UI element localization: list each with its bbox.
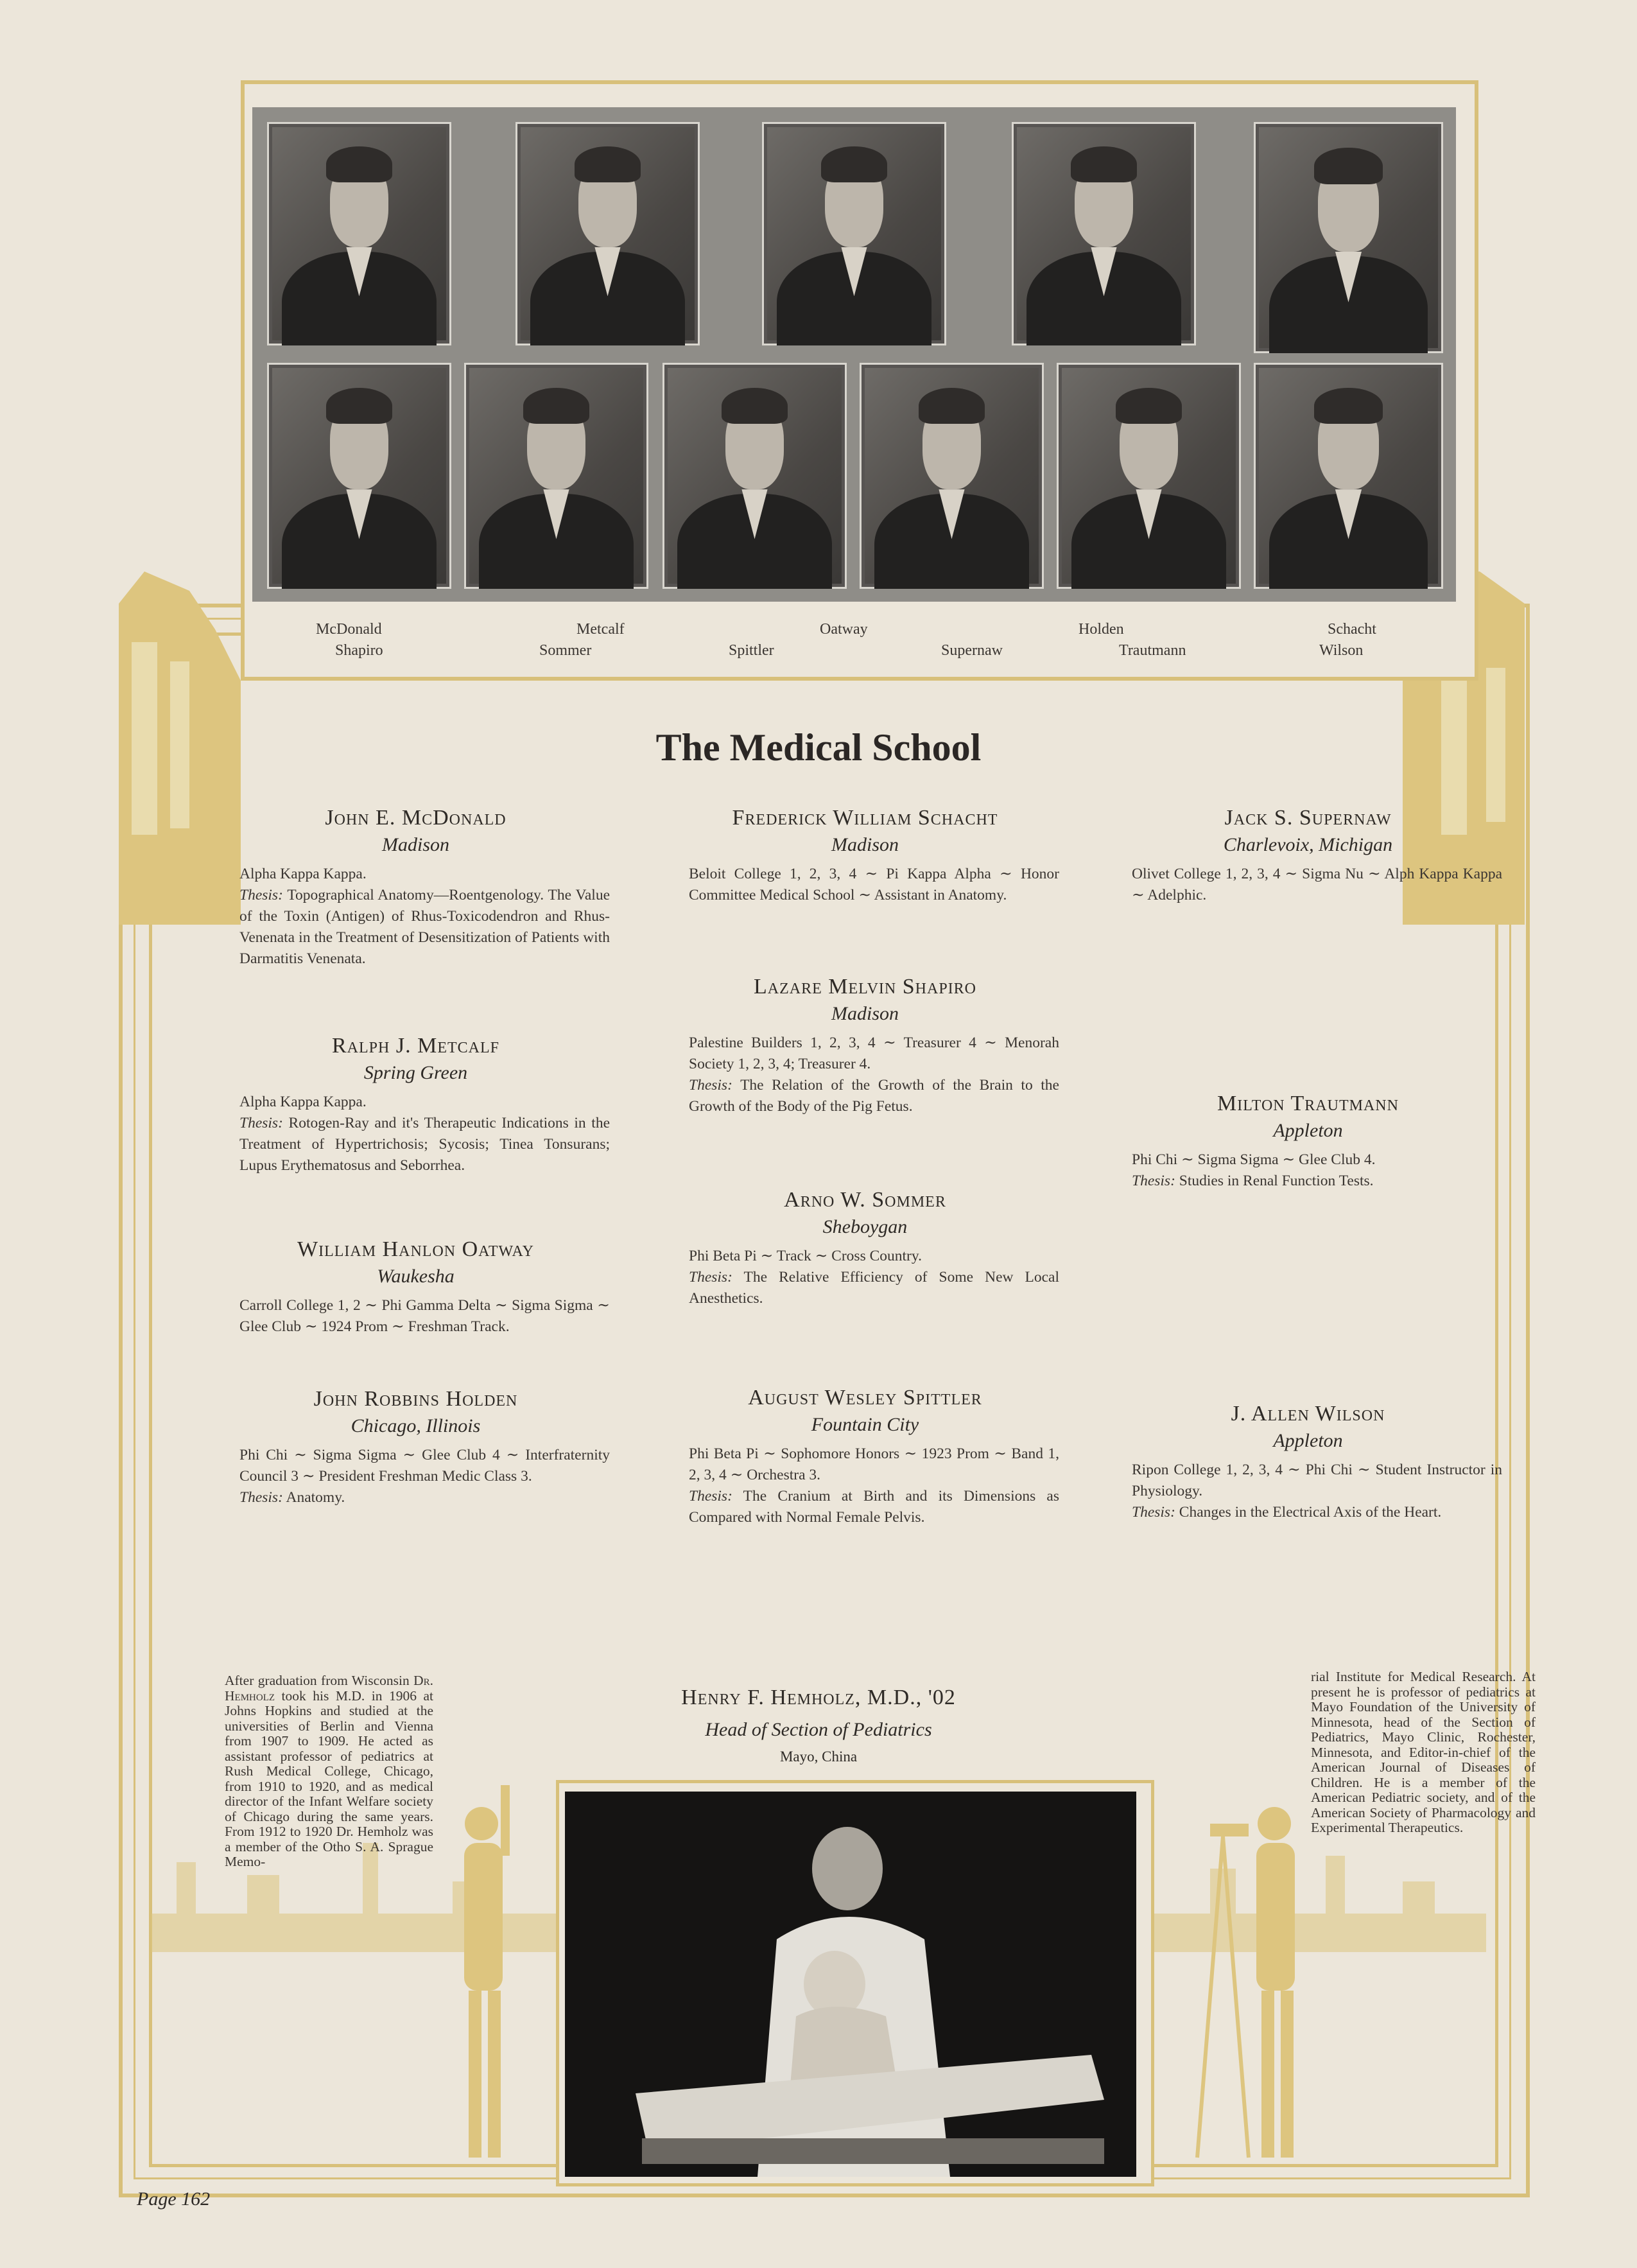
entry-trautmann <box>1114 1092 1502 1192</box>
entry-hometown: Appleton <box>1273 1120 1343 1141</box>
page-number: Page 162 <box>137 2188 211 2210</box>
entry-name: Milton Trautmann <box>1217 1092 1399 1115</box>
portrait-caption: Spittler <box>729 642 774 659</box>
entry-name: August Wesley Spittler <box>748 1386 982 1409</box>
entry-affiliation: Alpha Kappa Kappa. <box>239 1094 367 1110</box>
portrait-caption: Shapiro <box>335 642 383 659</box>
entry-activities: Olivet College 1, 2, 3, 4 ∼ Sigma Nu ∼ Alph Kappa Kappa ∼ Adelphic. <box>1132 866 1502 903</box>
portrait-caption: Oatway <box>820 621 868 638</box>
entry-details <box>671 864 1059 906</box>
entry-name: Frederick William Schacht <box>732 806 998 830</box>
entry-hometown: Spring Green <box>363 1062 468 1083</box>
entry-holden <box>221 1387 610 1508</box>
entry-hometown: Waukesha <box>377 1266 455 1287</box>
entry-name: John E. McDonald <box>325 806 507 830</box>
entry-schacht <box>671 806 1059 906</box>
entry-name: Ralph J. Metcalf <box>332 1034 499 1058</box>
entry-spittler <box>671 1386 1059 1528</box>
portrait-photo <box>663 363 847 589</box>
hemholz-name: Henry F. Hemholz, M.D., '02 <box>681 1686 956 1709</box>
hemholz-bio-right: rial Institute for Medical Research. At present he is professor of pediatrics at Mayo Foundation of the University of Minnesota, head of the Section of Pediatrics, Mayo Clinic, Rochester, Minnesota, and Editor-in-chief of the American Journal of Diseases of Children. He is a member of the American Pediatric society, and of the American Society of Pharmacology and Experimental Therapeutics. <box>1311 1669 1536 1835</box>
entry-activities: Ripon College 1, 2, 3, 4 ∼ Phi Chi ∼ Student Instructor in Physiology. <box>1132 1461 1502 1499</box>
thesis-label: Thesis: <box>239 1115 283 1131</box>
portrait-caption: Sommer <box>539 642 592 659</box>
entry-metcalf <box>221 1034 610 1176</box>
thesis-label: Thesis: <box>239 1489 283 1506</box>
entry-details <box>1114 1460 1502 1523</box>
thesis-label: Thesis: <box>1132 1173 1175 1189</box>
portrait-photo <box>267 363 451 589</box>
entry-activities: Palestine Builders 1, 2, 3, 4 ∼ Treasurer 4 ∼ Menorah Society 1, 2, 3, 4; Treasurer 4. <box>689 1034 1059 1072</box>
right-skyline-illustration <box>1152 1856 1486 1952</box>
entry-activities: Phi Chi ∼ Sigma Sigma ∼ Glee Club 4 ∼ Interfraternity Council 3 ∼ President Freshman Medic Class 3. <box>239 1447 610 1485</box>
entry-supernaw <box>1114 806 1502 906</box>
page-title: The Medical School <box>655 726 982 769</box>
portrait-photo <box>1057 363 1241 589</box>
hemholz-photo <box>565 1792 1136 2177</box>
entry-hometown: Madison <box>831 834 899 855</box>
entry-mcdonald <box>221 806 610 970</box>
entry-activities: Beloit College 1, 2, 3, 4 ∼ Pi Kappa Alpha ∼ Honor Committee Medical School ∼ Assistant in Anatomy. <box>689 866 1059 903</box>
entry-activities: Phi Chi ∼ Sigma Sigma ∼ Glee Club 4. <box>1132 1151 1376 1168</box>
entry-details <box>671 1444 1059 1528</box>
thesis-label: Thesis: <box>689 1269 732 1286</box>
entry-hometown: Chicago, Illinois <box>351 1415 481 1436</box>
portrait-photo <box>1254 363 1443 589</box>
portrait-photo <box>515 122 700 345</box>
left-standing-figure <box>464 1785 510 2158</box>
portrait-photo <box>267 122 451 345</box>
thesis-text: Changes in the Electrical Axis of the Heart. <box>1179 1504 1442 1521</box>
thesis-text: Topographical Anatomy—Roentgenology. The Value of the Toxin (Antigen) of Rhus-Toxicodendron and Rhus-Venenata in the Treatment of Desensitization of Patients with Darmatitis Venenata. <box>239 887 611 967</box>
hemholz-bio-left <box>225 1673 433 1870</box>
entry-hometown: Sheboygan <box>822 1216 908 1237</box>
thesis-label: Thesis: <box>239 887 283 903</box>
portrait-photo <box>762 122 946 345</box>
thesis-text: The Cranium at Birth and its Dimensions as Compared with Normal Female Pelvis. <box>689 1488 1060 1526</box>
entry-shapiro <box>671 975 1059 1117</box>
entry-affiliation: Alpha Kappa Kappa. <box>239 866 367 882</box>
entry-name: Jack S. Supernaw <box>1224 806 1392 830</box>
entry-details <box>671 1246 1059 1309</box>
thesis-text: The Relative Efficiency of Some New Local Anesthetics. <box>689 1269 1059 1307</box>
entry-activities: Phi Beta Pi ∼ Track ∼ Cross Country. <box>689 1248 922 1264</box>
thesis-label: Thesis: <box>689 1488 732 1505</box>
entry-details <box>221 1445 610 1508</box>
entry-name: Lazare Melvin Shapiro <box>753 975 977 999</box>
entry-details <box>1114 1149 1502 1192</box>
entry-hometown: Appleton <box>1273 1430 1343 1451</box>
portrait-caption: Holden <box>1078 621 1124 638</box>
entry-name: William Hanlon Oatway <box>297 1237 534 1261</box>
portrait-caption: Metcalf <box>576 621 625 638</box>
hemholz-location: Mayo, China <box>779 1749 858 1765</box>
entry-hometown: Madison <box>831 1003 899 1024</box>
thesis-label: Thesis: <box>689 1077 732 1094</box>
portrait-caption: Trautmann <box>1119 642 1186 659</box>
thesis-text: Anatomy. <box>286 1489 345 1506</box>
entry-oatway <box>221 1237 610 1338</box>
portrait-caption: Schacht <box>1328 621 1376 638</box>
entry-activities: Carroll College 1, 2 ∼ Phi Gamma Delta ∼ Sigma Sigma ∼ Glee Club ∼ 1924 Prom ∼ Freshman Track. <box>239 1297 610 1335</box>
thesis-label: Thesis: <box>1132 1504 1175 1521</box>
entry-name: John Robbins Holden <box>313 1387 518 1411</box>
doctor-with-child-illustration <box>565 1792 1136 2177</box>
bio-text: took his M.D. in 1906 at Johns Hopkins and studied at the universities of Berlin and Vienna from 1907 to 1909. He acted as assistant professor of pediatrics at Rush Medical College, Chicago, from 1910 to 1920, and as medical director of the Infant Welfare society of Chicago during the same years. From 1912 to 1920 Dr. Hemholz was a member of the Otho S. A. Sprague Memo- <box>225 1688 434 1869</box>
entry-hometown: Charlevoix, Michigan <box>1223 834 1393 855</box>
portrait-photo <box>860 363 1044 589</box>
entry-name: J. Allen Wilson <box>1231 1402 1385 1426</box>
portrait-caption: McDonald <box>316 621 382 638</box>
portrait-photo <box>464 363 648 589</box>
entry-wilson <box>1114 1402 1502 1523</box>
thesis-text: Rotogen-Ray and it's Therapeutic Indications in the Treatment of Hypertrichosis; Sycosis; Tinea Tonsurans; Lupus Erythematosus and Seborrhea. <box>239 1115 610 1174</box>
entry-hometown: Fountain City <box>811 1414 919 1435</box>
entry-activities: Phi Beta Pi ∼ Sophomore Honors ∼ 1923 Prom ∼ Band 1, 2, 3, 4 ∼ Orchestra 3. <box>689 1445 1059 1483</box>
thesis-text: Studies in Renal Function Tests. <box>1179 1173 1374 1189</box>
portrait-grid <box>252 107 1456 602</box>
portrait-photo <box>1012 122 1196 345</box>
entry-details <box>671 1033 1059 1117</box>
right-surveyor-figure <box>1197 1807 1295 2158</box>
thesis-text: The Relation of the Growth of the Brain to the Growth of the Body of the Pig Fetus. <box>689 1077 1059 1115</box>
entry-details <box>221 864 610 970</box>
portrait-caption: Supernaw <box>941 642 1003 659</box>
entry-details <box>1114 864 1502 906</box>
bio-text: After graduation from Wisconsin <box>225 1673 410 1688</box>
portrait-caption: Wilson <box>1319 642 1364 659</box>
entry-name: Arno W. Sommer <box>784 1188 946 1212</box>
entry-hometown: Madison <box>382 834 449 855</box>
bio-text-smallcaps: Dr. Hemholz <box>225 1673 434 1704</box>
entry-details <box>221 1295 610 1338</box>
hemholz-title: Head of Section of Pediatrics <box>705 1719 932 1740</box>
entry-details <box>221 1092 610 1176</box>
entry-sommer <box>671 1188 1059 1309</box>
portrait-photo <box>1254 122 1443 353</box>
